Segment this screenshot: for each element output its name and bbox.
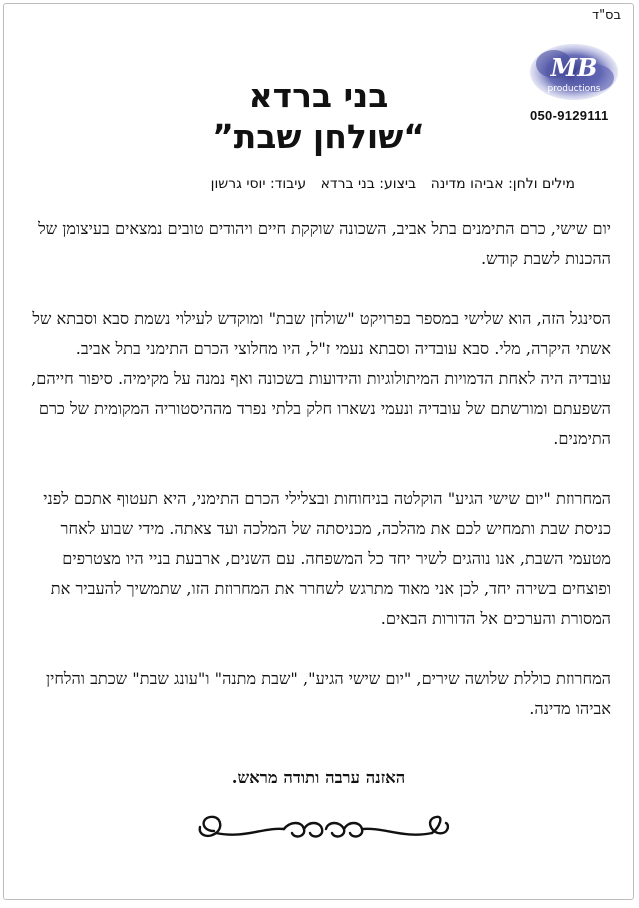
paragraph: המחרוזת "יום שישי הגיע" הוקלטה בניחוחות ובצלילי הכרם התימני, היא תעטוף אתכם לפני כניסת שבת ותמחיש לכם את מהלכה, מכניסתה של המלכה ועד צאתה. מידי שבוע לאחר מטעמי השבת, אנו נוהגים לשיר יחד כל המשפחה. עם השנים, ארבעת בניי היו מצטרפים ופוצחים בשירה יחד, לכן אני מאוד מתרגש לשחרר את המחרוזת הזו, שתמשיך להעביר את המסורת והערכים אל הדורות הבאים. bbox=[43, 489, 611, 628]
artist-title: בני ברדא bbox=[248, 76, 389, 115]
bsd-header: בס"ד bbox=[591, 8, 621, 23]
phone-number: 050-9129111 bbox=[530, 108, 609, 123]
credit-performance: ביצוע: בני ברדא bbox=[320, 176, 417, 192]
ornament-flourish-icon bbox=[194, 809, 454, 849]
closing-line: האזנה ערבה ותודה מראש. bbox=[231, 768, 406, 787]
paragraph: המחרוזת כוללת שלושה שירים, "יום שישי הגיע", "שבת מתנה" ו"עונג שבת" שכתב והלחין אביהו מדינה. bbox=[45, 669, 611, 718]
paragraph: הסינגל הזה, הוא שלישי במספר בפרויקט "שולחן שבת" ומוקדש לעילוי נשמת סבא וסבתא של אשתי היקרה, מלי. סבא עובדיה וסבתא נעמי ז"ל, היו מחלוצי הכרם התימני בתל אביב. עובדיה היה לאחת הדמויות המיתולוגיות והידועות בשכונה ואף נמנה על מקימיה. סיפור חייהם, השפעתם ומורשתם של עובדיה ונעמי נשארו חלק בלתי נפרד מההיסטוריה המקומית של כרם התימנים. bbox=[31, 309, 611, 448]
song-title: “שולחן שבת” bbox=[212, 117, 425, 156]
press-release-page bbox=[3, 3, 634, 900]
body-text bbox=[30, 214, 611, 754]
logo-text: MB bbox=[550, 53, 598, 82]
credits-line bbox=[201, 176, 575, 192]
credit-lyrics: מילים ולחן: אביהו מדינה bbox=[430, 176, 575, 192]
credit-arrangement: עיבוד: יוסי גרשון bbox=[210, 176, 307, 192]
paragraph: יום שישי, כרם התימנים בתל אביב, השכונה שוקקת חיים ויהודים טובים נמצאים בעיצומן של ההכנות לשבת קודש. bbox=[38, 219, 611, 268]
logo-subtext: productions bbox=[547, 84, 601, 94]
